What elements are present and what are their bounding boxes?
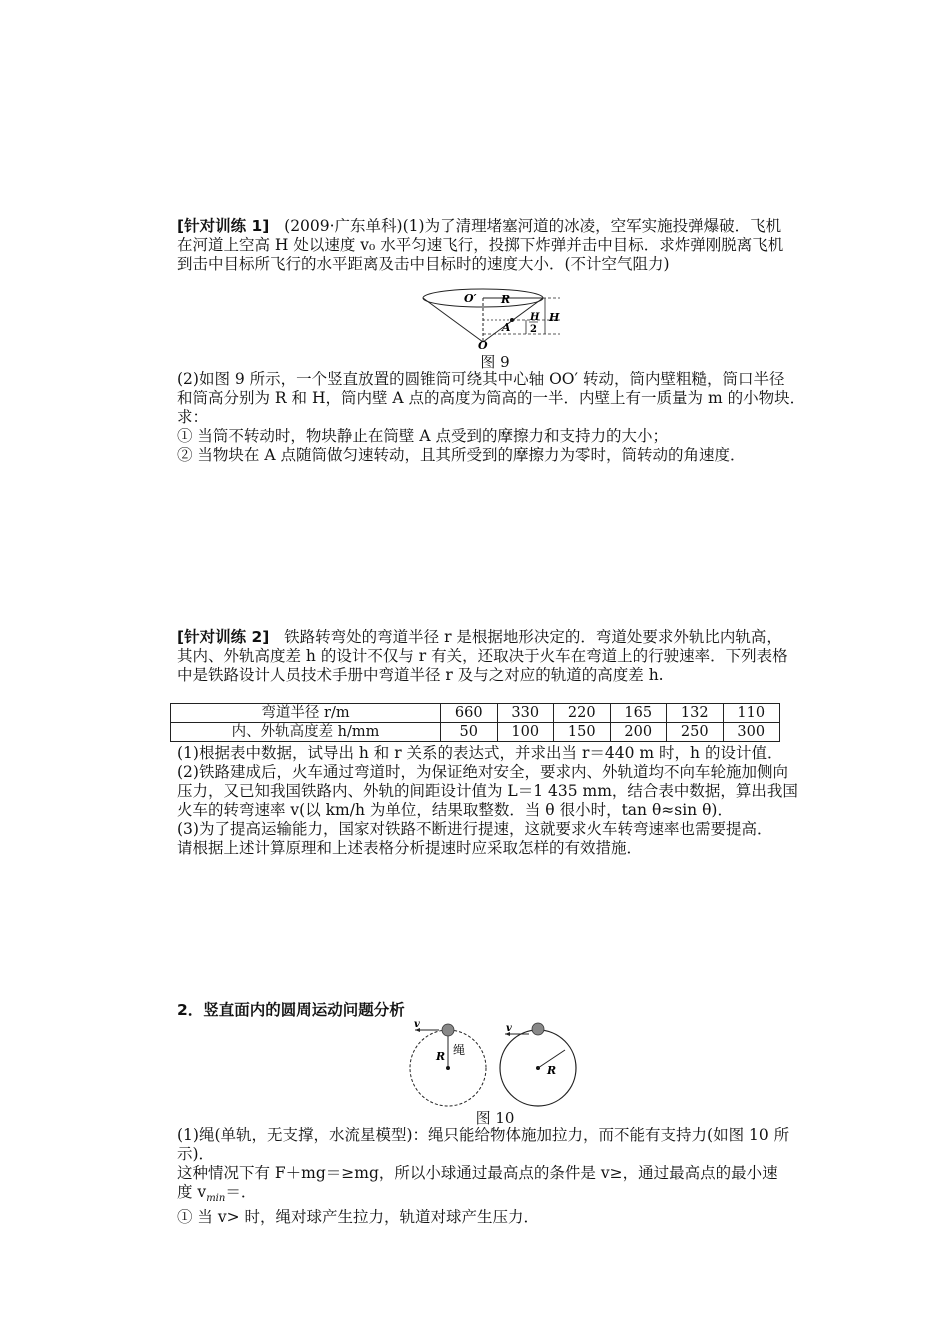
section-2-line-4 [177, 1183, 810, 1208]
exercise-2-text: 铁路转弯处的弯道半径 r 是根据地形决定的．弯道处要求外轨比内轨高， [284, 628, 782, 646]
question-1: (1)根据表中数据，试导出 h 和 r 关系的表达式，并求出当 r＝440 m 时，h 的设计值． [177, 744, 783, 762]
question-3-line-1: (3)为了提高运输能力，国家对铁路不断进行提速，这就要求火车转弯速率也需要提高． [177, 820, 773, 838]
table-cell: 150 [554, 723, 611, 742]
railway-data-table [170, 703, 780, 742]
label-rope: 绳 [453, 1043, 466, 1057]
table-row-header-height: 内、外轨高度差 h/mm [171, 723, 441, 742]
min-speed-end: ＝． [225, 1183, 257, 1201]
label-h: H [549, 311, 560, 324]
section-2-body [177, 1126, 810, 1227]
section-2-title: 2．竖直面内的圆周运动问题分析 [177, 1001, 405, 1019]
exercise-1-part-2 [177, 370, 810, 465]
exercise-1-line-1 [177, 217, 810, 236]
table-cell: 250 [667, 723, 724, 742]
exercise-1-text: (1)为了清理堵塞河道的冰凌，空军实施投弹爆破．飞机 [402, 217, 782, 235]
label-v-left: v [414, 1020, 420, 1030]
track-ball [532, 1023, 544, 1035]
exercise-2-line-3: 中是铁路设计人员技术手册中弯道半径 r 及与之对应的轨道的高度差 h. [177, 666, 664, 684]
table-cell: 330 [497, 704, 554, 723]
label-v-right: v [506, 1023, 512, 1034]
label-a: A [502, 321, 511, 334]
label-o-prime: O′ [464, 292, 477, 305]
question-2-line-1: (2)铁路建成后，火车通过弯道时，为保证绝对安全，要求内、外轨道均不向车轮施加侧向 [177, 763, 788, 781]
exercise-1-label: [针对训练 1] [177, 217, 270, 235]
table-cell: 165 [610, 704, 667, 723]
table-cell: 660 [441, 704, 498, 723]
label-o: O [478, 339, 488, 350]
table-cell: 110 [723, 704, 780, 723]
min-speed-text: 度 v [177, 1183, 207, 1201]
part-2-line-2: 和筒高分别为 R 和 H，筒内壁 A 点的高度为筒高的一半．内壁上有一质量为 m 的小物块． [177, 389, 806, 407]
question-2-line-2: 压力，又已知我国铁路内、外轨的间距设计值为 L＝1 435 mm，结合表中数据，算出我国 [177, 782, 798, 800]
section-2-line-2: 示)． [177, 1145, 215, 1163]
label-h-half-num: H [530, 312, 540, 323]
exercise-2-label: [针对训练 2] [177, 628, 270, 646]
figure-10-circular-motion-diagram [405, 1020, 590, 1108]
table-row-header-radius: 弯道半径 r/m [171, 704, 441, 723]
part-2-line-1: (2)如图 9 所示，一个竖直放置的圆锥筒可绕其中心轴 OO′ 转动，筒内壁粗糙，筒口半径 [177, 370, 785, 388]
exercise-1-line-3: 到击中目标所飞行的水平距离及击中目标时的速度大小．(不计空气阻力) [177, 255, 670, 273]
section-2-line-3: 这种情况下有 F＋mg＝≥mg，所以小球通过最高点的条件是 v≥，通过最高点的最小速 [177, 1164, 778, 1182]
min-subscript: min [206, 1193, 226, 1205]
section-2-item-1: ① 当 v> 时，绳对球产生拉力，轨道对球产生压力． [177, 1208, 540, 1227]
question-3-line-2: 请根据上述计算原理和上述表格分析提速时应采取怎样的有效措施． [177, 839, 643, 857]
figure-10-caption: 图 10 [475, 1109, 515, 1127]
part-2-item-2: ② 当物块在 A 点随筒做匀速转动，且其所受到的摩擦力为零时，筒转动的角速度． [177, 446, 746, 464]
table-cell: 50 [441, 723, 498, 742]
table-cell: 300 [723, 723, 780, 742]
label-r: R [501, 293, 511, 306]
exercise-1 [177, 217, 810, 274]
table-cell: 220 [554, 704, 611, 723]
exercise-1-line-2: 在河道上空高 H 处以速度 v₀ 水平匀速飞行，投掷下炸弹并击中目标．求炸弹刚脱离飞机 [177, 236, 784, 254]
exercise-1-source: (2009·广东单科) [284, 217, 403, 235]
label-r-left: R [436, 1050, 446, 1063]
table-cell: 132 [667, 704, 724, 723]
exercise-2-line-1 [177, 628, 810, 647]
exercise-2-questions [177, 744, 810, 858]
table-row [171, 704, 780, 723]
question-2-line-3: 火车的转弯速率 v(以 km/h 为单位，结果取整数．当 θ 很小时，tan θ≈sin θ)． [177, 801, 733, 819]
section-2-line-1: (1)绳(单轨，无支撑，水流星模型)：绳只能给物体施加拉力，而不能有支持力(如图 10 所 [177, 1126, 790, 1144]
part-2-line-3: 求： [177, 408, 209, 426]
label-r-right: R [547, 1064, 557, 1077]
label-h-half-den: 2 [530, 324, 537, 335]
table-cell: 200 [610, 723, 667, 742]
rope-center [446, 1066, 450, 1070]
rope-ball [442, 1024, 454, 1036]
exercise-2-line-2: 其内、外轨高度差 h 的设计不仅与 r 有关，还取决于火车在弯道上的行驶速率．下列表格 [177, 647, 788, 665]
table-cell: 100 [497, 723, 554, 742]
exercise-2 [177, 628, 810, 685]
figure-9-caption: 图 9 [480, 353, 510, 371]
table-row [171, 723, 780, 742]
part-2-item-1: ① 当筒不转动时，物块静止在筒壁 A 点受到的摩擦力和支持力的大小； [177, 427, 668, 445]
figure-9-cone-diagram [420, 286, 570, 350]
